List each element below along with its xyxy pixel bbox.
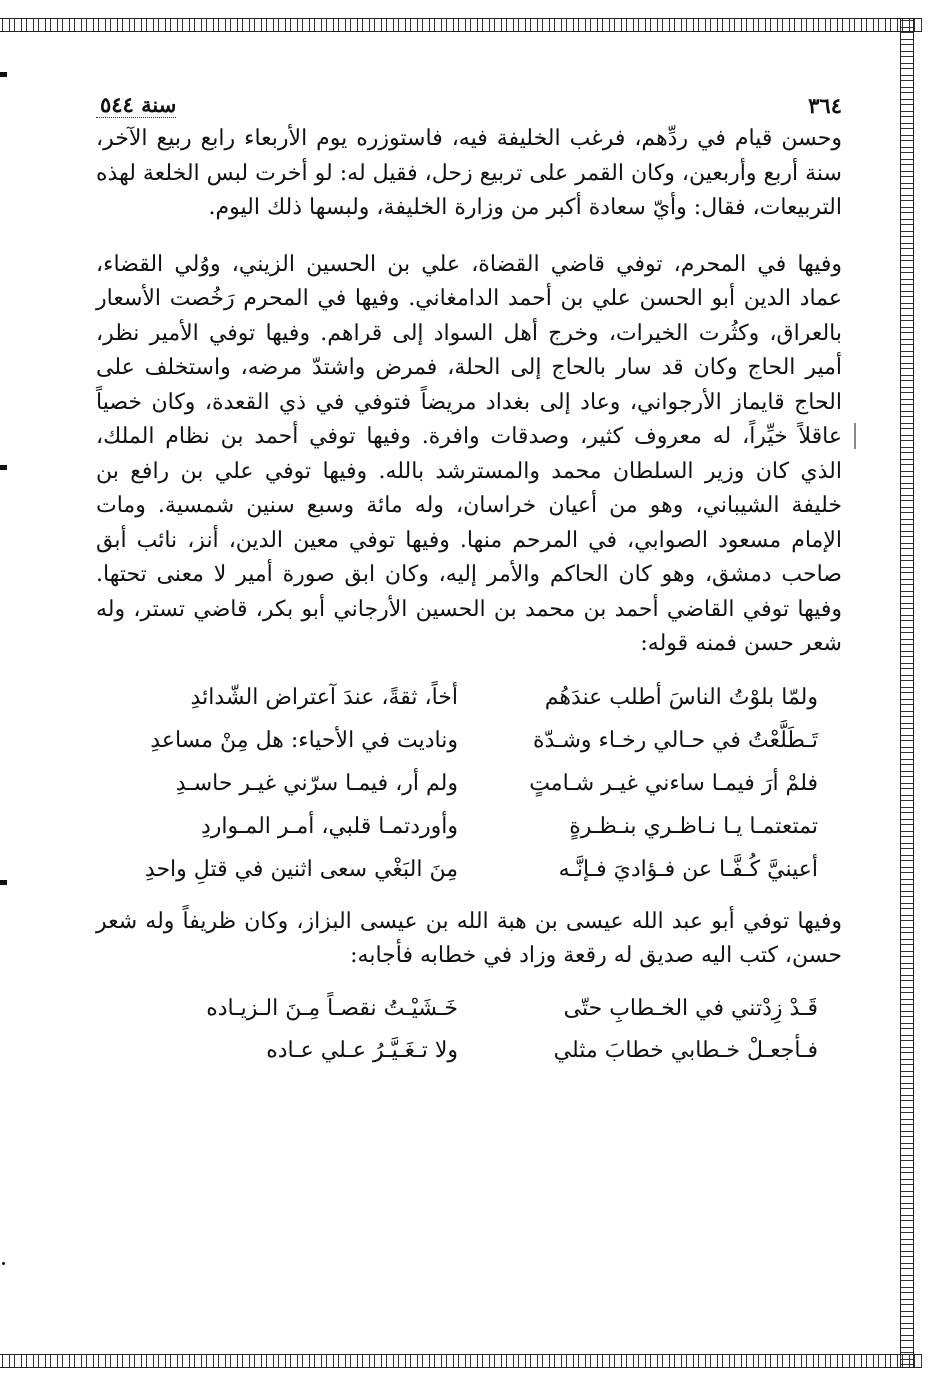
verse-second-hemistich: وأوردتمـا قلبي، أمـر المـواردِ [201, 813, 458, 839]
verse-second-hemistich: أخاً، ثقةً، عندَ آعتراض الشّدائدِ [190, 684, 458, 710]
page-header [96, 84, 842, 118]
verse-first-hemistich: قَـدْ زِدْتني في الخـطابِ حتّى [563, 995, 818, 1021]
decorative-border-right [900, 18, 914, 1368]
verse-line [128, 676, 818, 719]
verse-first-hemistich: تمتعتمـا يـا نـاظـري بنـظـرةٍ [569, 813, 818, 839]
verse-first-hemistich: فلمْ أرَ فيمـا ساءني غيـر شـامتٍ [529, 770, 818, 796]
running-title-year: سنة ٥٤٤ [96, 92, 176, 118]
verse-second-hemistich: ولا تـغَـيَّـرُ عـلي عـاده [266, 1037, 458, 1063]
paragraph-2: وفيها في المحرم، توفي قاضي القضاة، علي بن الحسين الزيني، ووُلي القضاء، عماد الدين أبو الحسن علي بن أحمد الدامغاني. وفيها في المحرم رَخُصت الأسعار بالعراق، وكثُرت الخيرات، وخرج أهل السواد إلى قراهم. وفيها توفي الأمير نظر، أمير الحاج وكان قد سار بالحاج إلى الحلة، فمرض واشتدّ مرضه، واستخلف على الحاج قايماز الأرجواني، وعاد إلى بغداد مريضاً فتوفي في ذي القعدة، وكان خصياً عاقلاً خيِّراً، له معروف كثير، وصدقات وافرة. وفيها توفي أحمد بن نظام الملك، الذي كان وزير السلطان محمد والمسترشد بالله. وفيها توفي علي بن رافع بن خليفة الشيباني، وهو من أعيان خراسان، وله مائة وسبع سنين شمسية. ومات الإمام مسعود الصوابي، في المرحم منها. وفيها توفي معين الدين، أنز، نائب أبق صاحب دمشق، وهو كان الحاكم والأمر إليه، وكان ابق صورة أمير لا معنى تحتها. وفيها توفي القاضي أحمد بن محمد بن الحسين الأرجاني أبو بكر، قاضي تستر، وله شعر حسن فمنه قوله: [96, 251, 842, 656]
verse-second-hemistich: وناديت في الأحياء: هل مِنْ مساعدِ [150, 727, 458, 753]
verse-second-hemistich: ولم أر، فيمـا سرّني غيـر حاسـدِ [175, 770, 458, 796]
page-number: ٣٦٤ [808, 93, 842, 118]
scan-edge-mark [0, 72, 7, 77]
verse-line [128, 762, 818, 805]
verse-second-hemistich: خَـشَيْـتُ نقصـاً مِـنَ الـزيـاده [206, 995, 458, 1021]
verse-first-hemistich: تَـطَلَّعْتُ في حـالي رخـاء وشـدّة [532, 727, 818, 753]
poem-2 [128, 988, 818, 1072]
verse-line [128, 805, 818, 848]
verse-second-hemistich: مِنَ البَغْي سعى اثنين في قتلِ واحدِ [144, 856, 458, 882]
scan-edge-mark [0, 880, 7, 885]
verse-line [128, 988, 818, 1030]
paragraph-1: وحسن قيام في ردِّهم، فرغب الخليفة فيه، فاستوزره يوم الأربعاء رابع ربيع الآخر، سنة أربع وأربعين، وكان القمر على تربيع زحل، فقيل له: لو أخرت لبس الخلعة لهذه التربيعات، فقال: وأيّ سعادة أكبر من وزارة الخليفة، ولبسها ذلك اليوم. [96, 126, 842, 220]
paragraph-3: وفيها توفي أبو عبد الله عيسى بن هبة الله بن عيسى البزاز، وكان ظريفاً وله شعر حسن، كتب اليه صديق له رقعة وزاد في خطابه فأجابه: [96, 908, 842, 968]
poem-1 [128, 676, 818, 891]
verse-line [128, 719, 818, 762]
book-page [96, 84, 842, 1072]
margin-mark [854, 423, 856, 449]
verse-first-hemistich: أعينيَّ كُـفَّـا عن فـؤاديَ فـإنَّـه [558, 856, 818, 882]
verse-line [128, 1030, 818, 1072]
scan-edge-mark [0, 465, 7, 470]
decorative-border-bottom [0, 1354, 922, 1368]
verse-first-hemistich: فـأجعـلْ خـطابي خطابَ مثلي [553, 1037, 818, 1063]
verse-line [128, 848, 818, 891]
verse-first-hemistich: ولمّا بلوْتُ الناسَ أطلب عندَهُم [544, 684, 818, 710]
scan-edge-dot [2, 1262, 5, 1265]
decorative-border-top [0, 18, 922, 32]
